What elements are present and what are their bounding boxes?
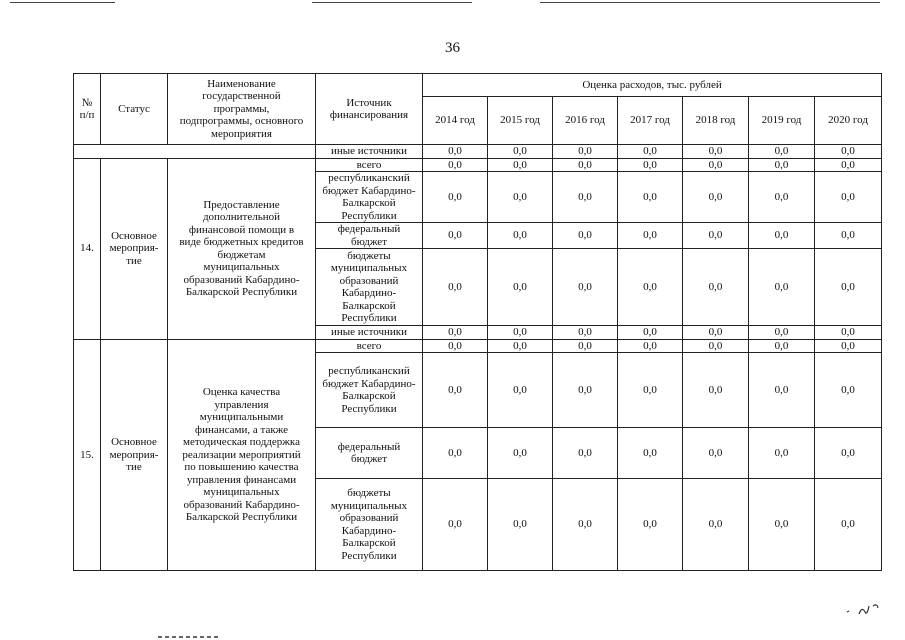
year-header: 2014 год xyxy=(423,97,488,145)
header-source: Источник финансирования xyxy=(316,74,423,145)
value-cell: 0,0 xyxy=(815,353,882,428)
value-cell: 0,0 xyxy=(683,339,749,353)
value-cell: 0,0 xyxy=(815,249,882,326)
source-cell: всего xyxy=(316,158,423,172)
value-cell: 0,0 xyxy=(618,428,683,479)
value-cell: 0,0 xyxy=(423,479,488,571)
value-cell: 0,0 xyxy=(488,326,553,340)
value-cell: 0,0 xyxy=(553,172,618,223)
value-cell: 0,0 xyxy=(618,158,683,172)
scan-artifact-line xyxy=(540,2,880,3)
value-cell: 0,0 xyxy=(749,353,815,428)
value-cell: 0,0 xyxy=(488,172,553,223)
item-status: Основное мероприя- тие xyxy=(101,339,168,571)
source-cell: бюджеты муниципальных образований Кабардино- Балкарской Республики xyxy=(316,249,423,326)
value-cell: 0,0 xyxy=(683,428,749,479)
header-number: № п/п xyxy=(74,74,101,145)
value-cell: 0,0 xyxy=(683,479,749,571)
value-cell: 0,0 xyxy=(553,353,618,428)
value-cell: 0,0 xyxy=(423,339,488,353)
source-cell: иные источники xyxy=(316,145,423,159)
value-cell: 0,0 xyxy=(553,223,618,249)
value-cell: 0,0 xyxy=(815,145,882,159)
value-cell: 0,0 xyxy=(423,145,488,159)
value-cell: 0,0 xyxy=(488,158,553,172)
value-cell: 0,0 xyxy=(749,145,815,159)
header-name: Наименование государственной программы, подпрограммы, основного мероприятия xyxy=(168,74,316,145)
scan-artifact-line xyxy=(10,2,115,3)
table-body xyxy=(74,74,882,571)
value-cell: 0,0 xyxy=(815,326,882,340)
header-estimate: Оценка расходов, тыс. рублей xyxy=(423,74,882,97)
scan-artifact-mark xyxy=(158,636,218,638)
value-cell: 0,0 xyxy=(553,158,618,172)
value-cell: 0,0 xyxy=(683,326,749,340)
year-header: 2016 год xyxy=(553,97,618,145)
item-name: Предоставление дополнительной финансовой помощи в виде бюджетных кредитов бюджетам муниципальных образований Кабардино- Балкарской Республики xyxy=(168,158,316,339)
value-cell: 0,0 xyxy=(683,249,749,326)
value-cell: 0,0 xyxy=(423,172,488,223)
value-cell: 0,0 xyxy=(553,145,618,159)
value-cell: 0,0 xyxy=(423,223,488,249)
source-cell: федеральный бюджет xyxy=(316,428,423,479)
corner-scribble xyxy=(845,602,885,622)
value-cell: 0,0 xyxy=(488,145,553,159)
value-cell: 0,0 xyxy=(749,172,815,223)
expenditure-table xyxy=(73,73,882,571)
year-header: 2017 год xyxy=(618,97,683,145)
value-cell: 0,0 xyxy=(749,428,815,479)
value-cell: 0,0 xyxy=(683,145,749,159)
value-cell: 0,0 xyxy=(553,479,618,571)
value-cell: 0,0 xyxy=(815,479,882,571)
value-cell: 0,0 xyxy=(749,339,815,353)
value-cell: 0,0 xyxy=(815,172,882,223)
item-number: 15. xyxy=(74,339,101,571)
value-cell: 0,0 xyxy=(618,353,683,428)
value-cell: 0,0 xyxy=(423,249,488,326)
value-cell: 0,0 xyxy=(618,172,683,223)
table-row xyxy=(74,158,882,172)
value-cell: 0,0 xyxy=(749,249,815,326)
year-header: 2015 год xyxy=(488,97,553,145)
table-row xyxy=(74,145,882,159)
value-cell: 0,0 xyxy=(488,249,553,326)
blank-cell xyxy=(74,145,316,159)
value-cell: 0,0 xyxy=(749,158,815,172)
value-cell: 0,0 xyxy=(749,326,815,340)
value-cell: 0,0 xyxy=(749,223,815,249)
value-cell: 0,0 xyxy=(618,145,683,159)
value-cell: 0,0 xyxy=(553,249,618,326)
item-name: Оценка качества управления муниципальными финансами, а также методическая поддержка реализации мероприятий по повышению качества управления финансами муниципальных образований Кабардино- Балкарской Республики xyxy=(168,339,316,571)
item-number: 14. xyxy=(74,158,101,339)
value-cell: 0,0 xyxy=(423,353,488,428)
year-header: 2019 год xyxy=(749,97,815,145)
value-cell: 0,0 xyxy=(488,479,553,571)
value-cell: 0,0 xyxy=(488,223,553,249)
table-row xyxy=(74,339,882,353)
year-header: 2018 год xyxy=(683,97,749,145)
value-cell: 0,0 xyxy=(423,326,488,340)
value-cell: 0,0 xyxy=(815,428,882,479)
value-cell: 0,0 xyxy=(815,339,882,353)
source-cell: республиканский бюджет Кабардино- Балкарской Республики xyxy=(316,172,423,223)
page-number: 36 xyxy=(445,40,460,56)
source-cell: республиканский бюджет Кабардино- Балкарской Республики xyxy=(316,353,423,428)
value-cell: 0,0 xyxy=(488,428,553,479)
value-cell: 0,0 xyxy=(618,326,683,340)
year-header: 2020 год xyxy=(815,97,882,145)
item-status: Основное мероприя- тие xyxy=(101,158,168,339)
value-cell: 0,0 xyxy=(683,223,749,249)
value-cell: 0,0 xyxy=(423,428,488,479)
value-cell: 0,0 xyxy=(488,339,553,353)
value-cell: 0,0 xyxy=(553,339,618,353)
scan-artifact-line xyxy=(312,2,472,3)
value-cell: 0,0 xyxy=(618,339,683,353)
value-cell: 0,0 xyxy=(749,479,815,571)
source-cell: федеральный бюджет xyxy=(316,223,423,249)
source-cell: иные источники xyxy=(316,326,423,340)
value-cell: 0,0 xyxy=(683,172,749,223)
source-cell: бюджеты муниципальных образований Кабардино- Балкарской Республики xyxy=(316,479,423,571)
value-cell: 0,0 xyxy=(553,326,618,340)
source-cell: всего xyxy=(316,339,423,353)
value-cell: 0,0 xyxy=(683,158,749,172)
value-cell: 0,0 xyxy=(553,428,618,479)
header-status: Статус xyxy=(101,74,168,145)
value-cell: 0,0 xyxy=(683,353,749,428)
value-cell: 0,0 xyxy=(618,223,683,249)
value-cell: 0,0 xyxy=(815,223,882,249)
value-cell: 0,0 xyxy=(488,353,553,428)
value-cell: 0,0 xyxy=(618,249,683,326)
value-cell: 0,0 xyxy=(618,479,683,571)
value-cell: 0,0 xyxy=(423,158,488,172)
value-cell: 0,0 xyxy=(815,158,882,172)
